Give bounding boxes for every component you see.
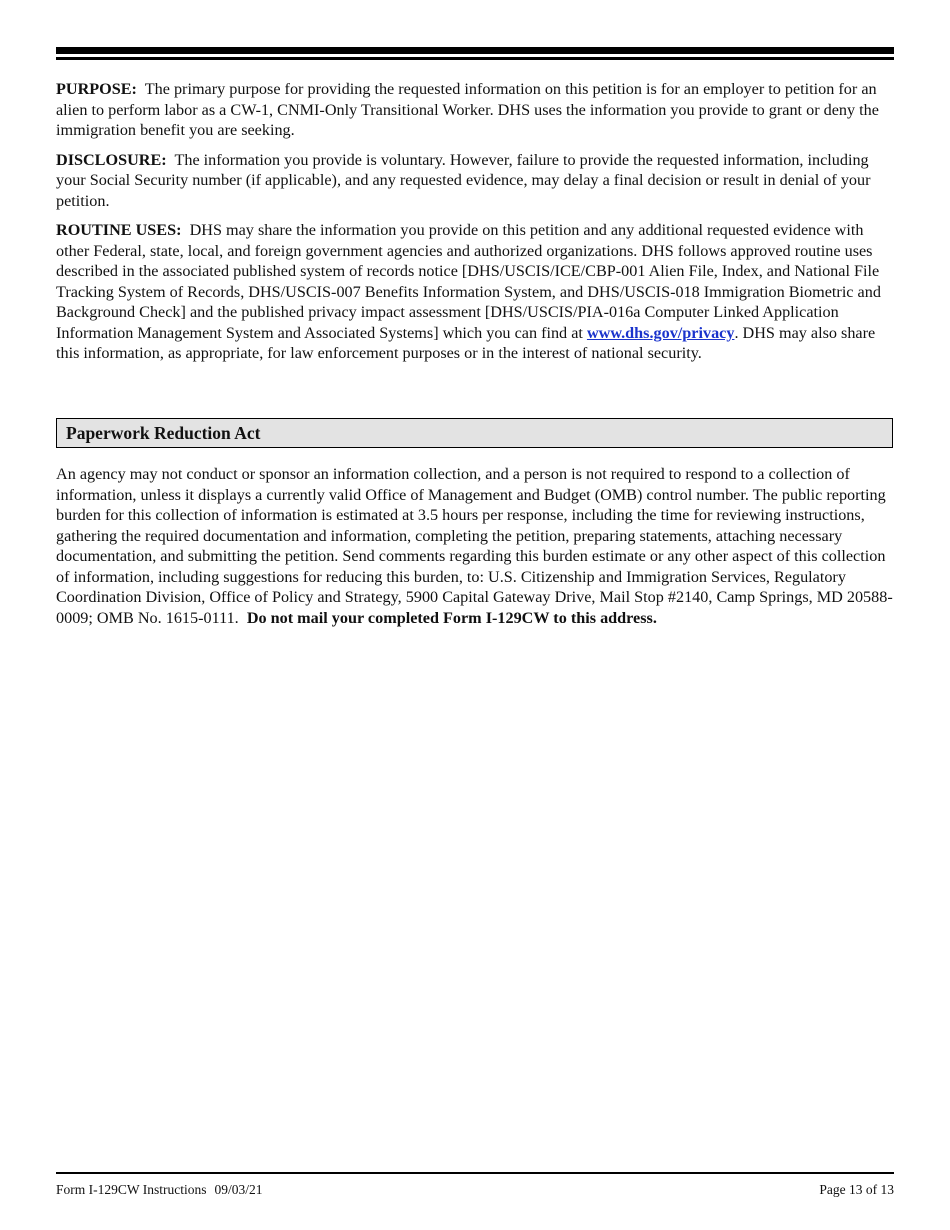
paperwork-text: An agency may not conduct or sponsor an information collection, and a person is not required to respond to a collection of information, unless it displays a currently valid Office of Management and Budget (OMB) control number. The public reporting burden for this collection of information is estimated at 3.5 hours per response, including the time for reviewing instructions, gathering the required documentation and information, completing the petition, preparing statements, attaching necessary documentation, and submitting the petition. Send comments regarding this burden estimate or any other aspect of this collection of information, including suggestions for reducing this burden, to: U.S. Citizenship and Immigration Services, Regulatory Coordination Division, Office of Policy and Strategy, 5900 Capital Gateway Drive, Mail Stop #2140, Camp Springs, MD 20588-0009; OMB No. 1615-0111. xyxy=(56,465,893,627)
header-rule-thick xyxy=(56,47,894,54)
purpose-paragraph xyxy=(56,79,896,141)
purpose-label: PURPOSE: xyxy=(56,80,137,98)
footer-form-info xyxy=(56,1182,263,1198)
privacy-link[interactable]: www.dhs.gov/privacy xyxy=(586,323,735,342)
disclosure-label: DISCLOSURE: xyxy=(56,150,167,169)
footer-form-name: Form I-129CW Instructions xyxy=(56,1182,207,1197)
footer-date: 09/03/21 xyxy=(214,1182,263,1197)
disclosure-text: The information you provide is voluntary. However, failure to provide the requested information, including your Social Security number (if applicable), and any requested evidence, may delay a final decision or result in denial of your petition. xyxy=(56,150,871,210)
footer-page-number: Page 13 of 13 xyxy=(819,1182,894,1197)
paperwork-section-header xyxy=(56,418,893,448)
disclosure-paragraph xyxy=(56,150,896,212)
privacy-notice xyxy=(56,79,896,373)
section-title: Paperwork Reduction Act xyxy=(66,422,261,443)
routine-uses-text-after: . DHS may also share this information, as appropriate, for law enforcement purposes or in the interest of national security. xyxy=(56,323,876,362)
footer-rule xyxy=(56,1172,894,1174)
routine-uses-label: ROUTINE USES: xyxy=(56,221,182,239)
purpose-text: The primary purpose for providing the requested information on this petition is for an employer to petition for an alien to perform labor as a CW-1, CNMI-Only Transitional Worker. DHS uses the information you provide to grant or deny the immigration benefit you are seeking. xyxy=(56,80,879,139)
routine-uses-paragraph xyxy=(56,220,896,364)
paperwork-paragraph xyxy=(56,464,896,628)
routine-uses-text: DHS may share the information you provide on this petition and any additional requested evidence with other Federal, state, local, and foreign government agencies and authorized organizations. DHS follows approved routine uses described in the associated published system of records notice [DHS/USCIS/ICE/CBP-001 Alien File, Index, and National File Tracking System of Records, DHS/USCIS-007 Benefits Information System, and DHS/USCIS-018 Immigration Biometric and Background Check] and the published privacy impact assessment [DHS/USCIS/PIA-016a Computer Linked Application Information Management System and Associated Systems] which you can find at xyxy=(56,221,881,342)
header-rule-thin xyxy=(56,57,894,60)
paperwork-bold-note: Do not mail your completed Form I-129CW to this address. xyxy=(246,608,657,627)
